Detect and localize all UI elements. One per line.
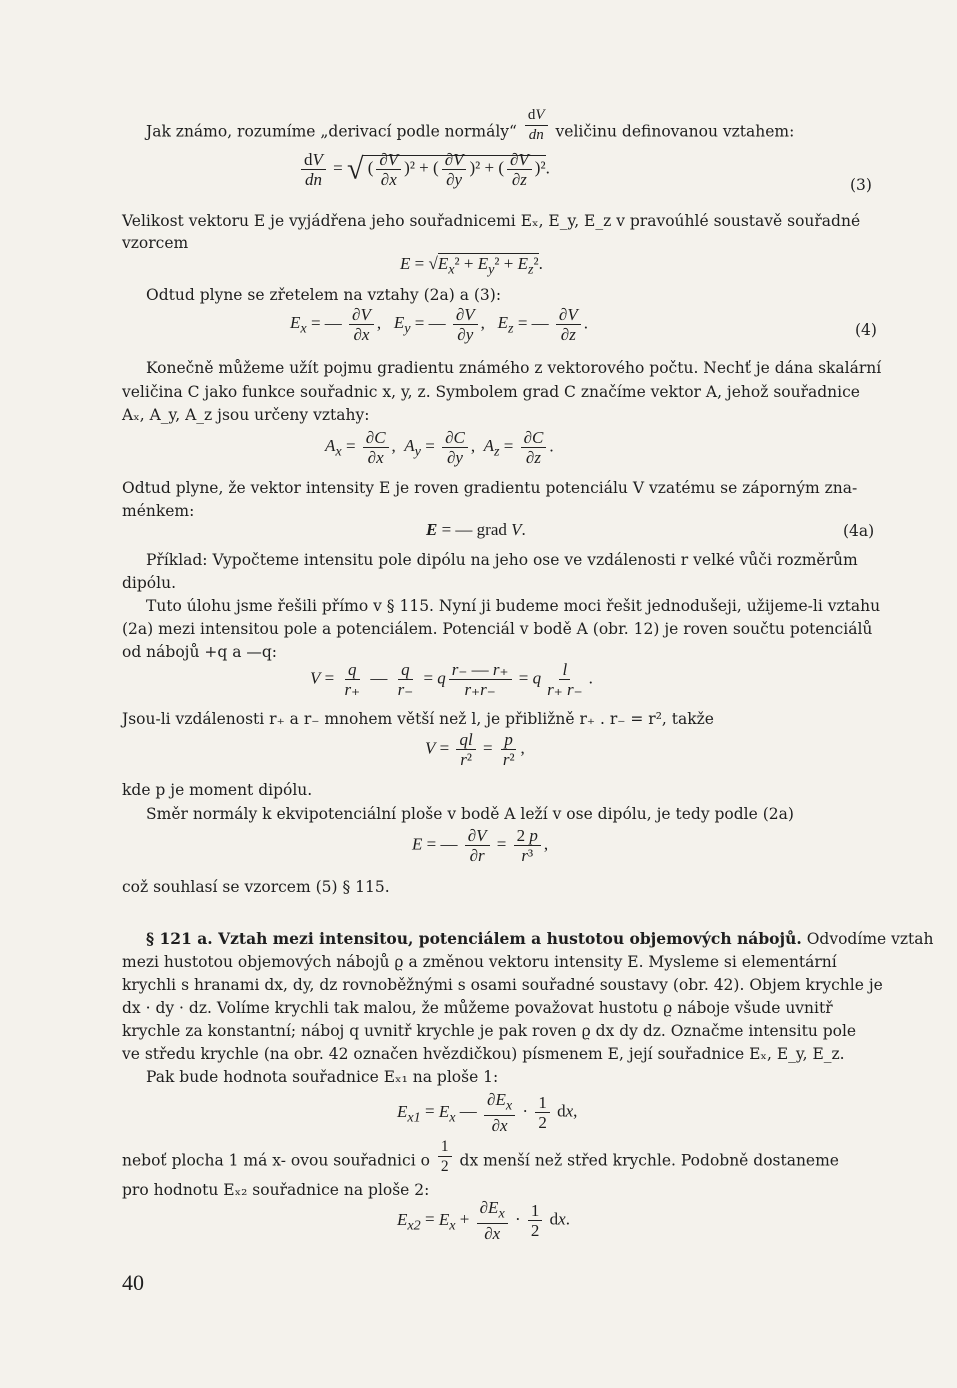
text-line-10: Příklad: Vypočteme intensitu pole dipólu na jeho ose ve vzdálenosti r velké vůči rozměrům — [146, 551, 858, 569]
equation-ex2: $E_{x2} = E_x$ + $\frac{\partial E_x}{\partial x}$ · $\frac{1}{2}$ dx. — [397, 1198, 570, 1244]
text: neboť plocha 1 má x- ovou souřadnici o — [122, 1151, 430, 1170]
text-line-14: od nábojů +q a —q: — [122, 643, 278, 661]
equation-number-4a: (4a) — [843, 522, 875, 540]
text-line-13: (2a) mezi intensitou pole a potenciálem. Potenciál v bodě A (obr. 12) je roven součtu potenciálů — [122, 620, 873, 638]
equation-3: $\frac{dV}{dn}$ = √ ( $\frac{\partial V}{\partial x}$ )² + ( $\frac{\partial V}{\partial y}$ )² + ( $\frac{\partial V}{\partial z}$ )². — [298, 150, 550, 189]
text-line-1 — [146, 107, 795, 145]
text-line-2: Velikost vektoru E je vyjádřena jeho souřadnicemi Eₓ, E_y, E_z v pravoúhlé soustavě souřadné — [122, 212, 861, 230]
text-line-16: kde p je moment dipólu. — [122, 781, 313, 799]
text-line-18: což souhlasí se vzorcem (5) § 115. — [122, 878, 390, 896]
text-line-4: Odtud plyne se zřetelem na vztahy (2a) a (3): — [146, 286, 502, 304]
equation-number-4: (4) — [855, 321, 877, 339]
equation-number-3: (3) — [850, 176, 872, 194]
text-line-8: Odtud plyne, že vektor intensity E je roven gradientu potenciálu V vzatému se záporným zna- — [122, 479, 858, 497]
section-heading-line — [146, 929, 934, 949]
equation-4a: E = — grad V. — [426, 520, 526, 539]
text-line-12: Tuto úlohu jsme řešili přímo v § 115. Nyní ji budeme moci řešit jednodušeji, užijeme-li vztahu — [146, 597, 881, 615]
equation-gradient-components: $A_x$ = $\frac{\partial C}{\partial x}$ , $A_y$ = $\frac{\partial C}{\partial y}$ , $A_z$ = $\frac{\partial C}{\partial z}$ . — [325, 428, 554, 467]
text-line-20: mezi hustotou objemových nábojů ϱ a změnou vektoru intensity E. Mysleme si elementární — [122, 953, 837, 971]
text: dx menší než střed krychle. Podobně dostaneme — [459, 1151, 839, 1170]
text-line-25: Pak bude hodnota souřadnice Eₓ₁ na ploše 1: — [146, 1068, 499, 1086]
text-line-17: Směr normály k ekvipotenciální ploše v bodě A leží v ose dipólu, je tedy podle (2a) — [146, 805, 794, 823]
section-heading: § 121 a. Vztah mezi intensitou, potenciálem a hustotou objemových nábojů. — [146, 929, 802, 948]
equation-dipole-potential: V = $\frac{q}{r_+}$ — $\frac{q}{r_-}$ = q $\frac{r_- — r_+}{r_+r_-}$ = q $\frac{l}{r_+ r_-}$ . — [310, 660, 593, 699]
equation-v-approx: V = $\frac{ql}{\text{r²}}$ = $\frac{p}{\text{r²}}$ , — [425, 730, 525, 769]
equation-ex1: $E_{x1} = E_x$ — $\frac{\partial E_x}{\partial x}$ · $\frac{1}{2}$ dx, — [397, 1090, 578, 1136]
equation-e-magnitude: $E = √E_x^2 + E_y^2 + E_z^2$. — [400, 254, 543, 278]
text-line-6: veličina C jako funkce souřadnic x, y, z. Symbolem grad C značíme vektor A, jehož souřadnice — [122, 383, 860, 401]
text-line-15: Jsou-li vzdálenosti r₊ a r₋ mnohem větší než l, je přibližně r₊ . r₋ = r², takže — [122, 710, 714, 728]
text: Jak známo, rozumíme „derivací podle normály“ — [146, 122, 517, 141]
equation-4: $E_x$ = — $\frac{\partial V}{\partial x}$ , $E_y$ = — $\frac{\partial V}{\partial y}$ , $E_z$ = — $\frac{\partial V}{\partial z}$ . — [290, 305, 588, 344]
text-line-5: Konečně můžeme užít pojmu gradientu známého z vektorového počtu. Nechť je dána skalární — [146, 359, 882, 377]
fraction-dv-dn: $\frac{dV}{dn}$ — [525, 106, 548, 145]
text-line-24: ve středu krychle (na obr. 42 označen hvězdičkou) písmenem E, její souřadnice Eₓ, E_y, E_z. — [122, 1045, 845, 1063]
text-line-9: ménkem: — [122, 502, 195, 520]
text: veličinu definovanou vztahem: — [555, 122, 795, 141]
text-line-27: pro hodnotu Eₓ₂ souřadnice na ploše 2: — [122, 1181, 430, 1199]
text-line-3: vzorcem — [122, 234, 189, 252]
text-line-23: krychle za konstantní; náboj q uvnitř krychle je pak roven ϱ dx dy dz. Označme intensitu pole — [122, 1022, 857, 1040]
text-line-26: neboť plocha 1 má x- ovou souřadnici o $\frac{1}{2}$ dx menší než střed krychle. Podobně dostaneme — [122, 1138, 839, 1175]
text-line-21: krychli s hranami dx, dy, dz rovnoběžnými s osami souřadné soustavy (obr. 42). Objem krychle je — [122, 976, 883, 994]
text-line-11: dipólu. — [122, 574, 177, 592]
text: Odvodíme vztah — [806, 930, 934, 948]
equation-e-dipole: E = — $\frac{\partial V}{\partial r}$ = $\frac{2 p}{\text{r³}}$ , — [412, 826, 549, 865]
text-line-22: dx · dy · dz. Volíme krychli tak malou, že můžeme považovat hustotu ϱ náboje všude uvnitř — [122, 999, 833, 1017]
page-number: 40 — [122, 1270, 144, 1295]
text-line-7: Aₓ, A_y, A_z jsou určeny vztahy: — [122, 406, 370, 424]
